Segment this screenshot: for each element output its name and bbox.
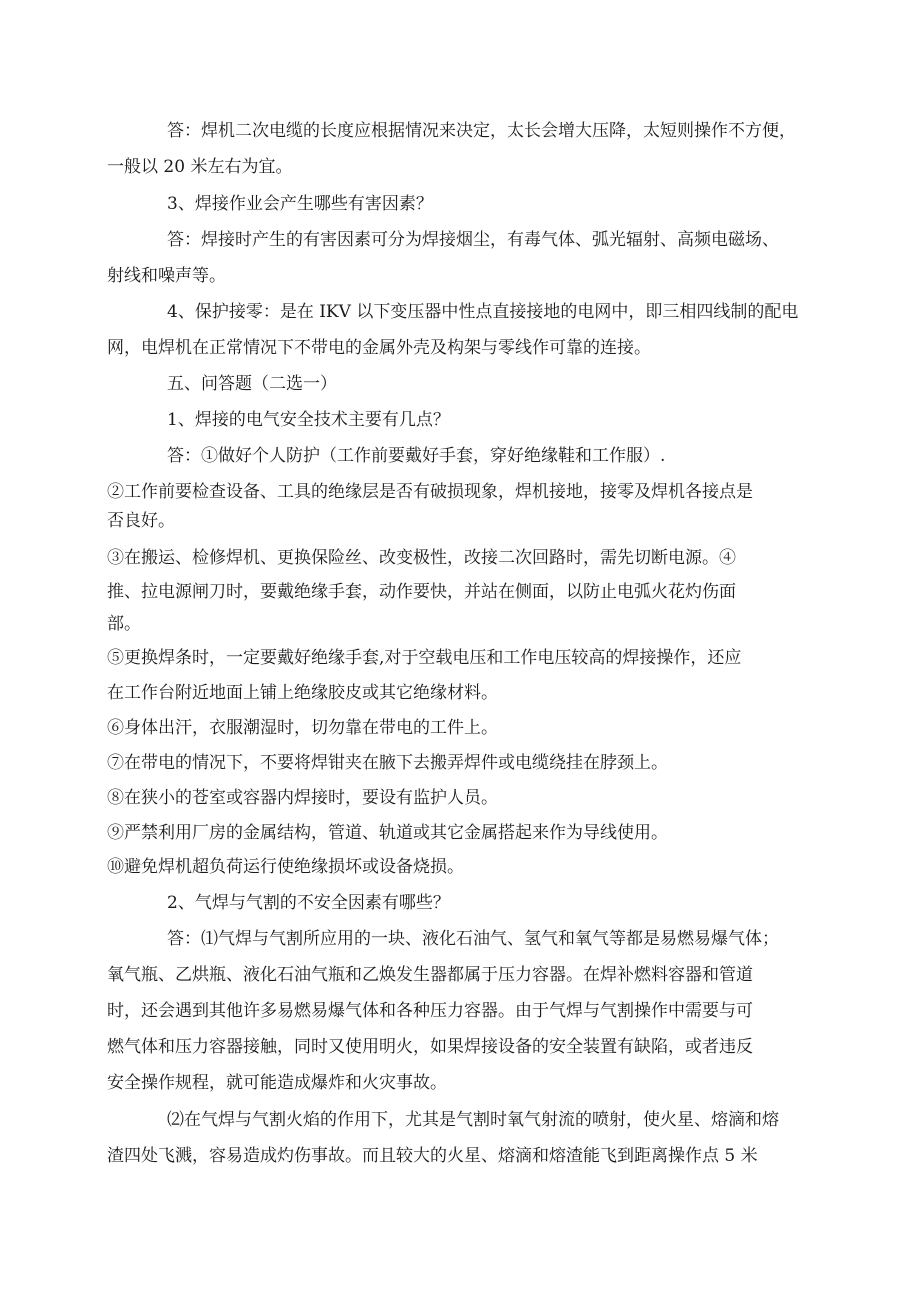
list-item: ⑩避免焊机超负荷运行使绝缘损坏或设备烧损。: [107, 857, 464, 877]
text-line: 氧气瓶、乙烘瓶、液化石油气瓶和乙焕发生器都属于压力容器。在焊补燃料容器和管道: [107, 965, 753, 985]
text-line: 4、保护接零：是在 IKV 以下变压器中性点直接接地的电网中，即三相四线制的配电: [167, 302, 799, 322]
text-line: 在工作台附近地面上铺上绝缘胶皮或其它绝缘材料。: [107, 683, 498, 703]
question-heading: 2、气焊与气割的不安全因素有哪些？: [167, 893, 450, 913]
text-line: 射线和噪声等。: [107, 266, 226, 286]
list-item: ⑥身体出汗，衣服潮湿时，切勿靠在带电的工件上。: [107, 718, 498, 738]
text-line: 答：焊接时产生的有害因素可分为焊接烟尘，有毒气体、弧光辐射、高频电磁场、: [167, 230, 779, 250]
question-heading: 3、焊接作业会产生哪些有害因素？: [167, 194, 433, 214]
text-line: 燃气体和压力容器接触，同时又使用明火，如果焊接设备的安全装置有缺陷，或者违反: [107, 1037, 753, 1057]
list-item: ⑨严禁利用厂房的金属结构，管道、轨道或其它金属搭起来作为导线使用。: [107, 823, 668, 843]
text-line: 时，还会遇到其他许多易燃易爆气体和各种压力容器。由于气焊与气割操作中需要与可: [107, 1001, 753, 1021]
text-line: ⑵在气焊与气割火焰的作用下，尤其是气割时氧气射流的喷射，使火星、熔滴和熔: [167, 1110, 779, 1130]
list-item: ⑤更换焊条时，一定要戴好绝缘手套,对于空载电压和工作电压较高的焊接操作，还应: [107, 648, 742, 668]
section-heading: 五、问答题（二选一）: [167, 374, 337, 394]
text-line: 一般以 20 米左右为宜。: [107, 157, 293, 177]
list-item: ②工作前要检查设备、工具的绝缘层是否有破损现象，焊机接地，接零及焊机各接点是: [107, 482, 753, 502]
text-line: 推、拉电源闸刀时，要戴绝缘手套，动作要快，并站在侧面，以防止电弧火花灼伤面: [107, 582, 736, 602]
text-line: 答：①做好个人防护（工作前要戴好手套，穿好绝缘鞋和工作服）.: [167, 446, 666, 466]
question-heading: 1、焊接的电气安全技术主要有几点？: [167, 410, 450, 430]
text-line: 答：⑴气焊与气割所应用的一块、液化石油气、氢气和氧气等都是易燃易爆气体；: [167, 929, 779, 949]
text-line: 否良好。: [107, 511, 175, 531]
text-line: 答：焊机二次电缆的长度应根据情况来决定，太长会增大压降，太短则操作不方便，: [167, 121, 796, 141]
list-item: ③在搬运、检修焊机、更换保险丝、改变极性，改接二次回路时，需先切断电源。④: [107, 548, 736, 568]
text-line: 安全操作规程，就可能造成爆炸和火灾事故。: [107, 1073, 447, 1093]
list-item: ⑦在带电的情况下，不要将焊钳夹在腋下去搬弄焊件或电缆绕挂在脖颈上。: [107, 753, 668, 773]
text-line: 部。: [107, 614, 141, 634]
text-line: 网，电焊机在正常情况下不带电的金属外壳及构架与零线作可靠的连接。: [107, 338, 651, 358]
list-item: ⑧在狭小的苍室或容器内焊接时，要设有监护人员。: [107, 788, 498, 808]
text-line: 渣四处飞溅，容易造成灼伤事故。而且较大的火星、熔滴和熔渣能飞到距离操作点 5 米: [107, 1146, 758, 1166]
